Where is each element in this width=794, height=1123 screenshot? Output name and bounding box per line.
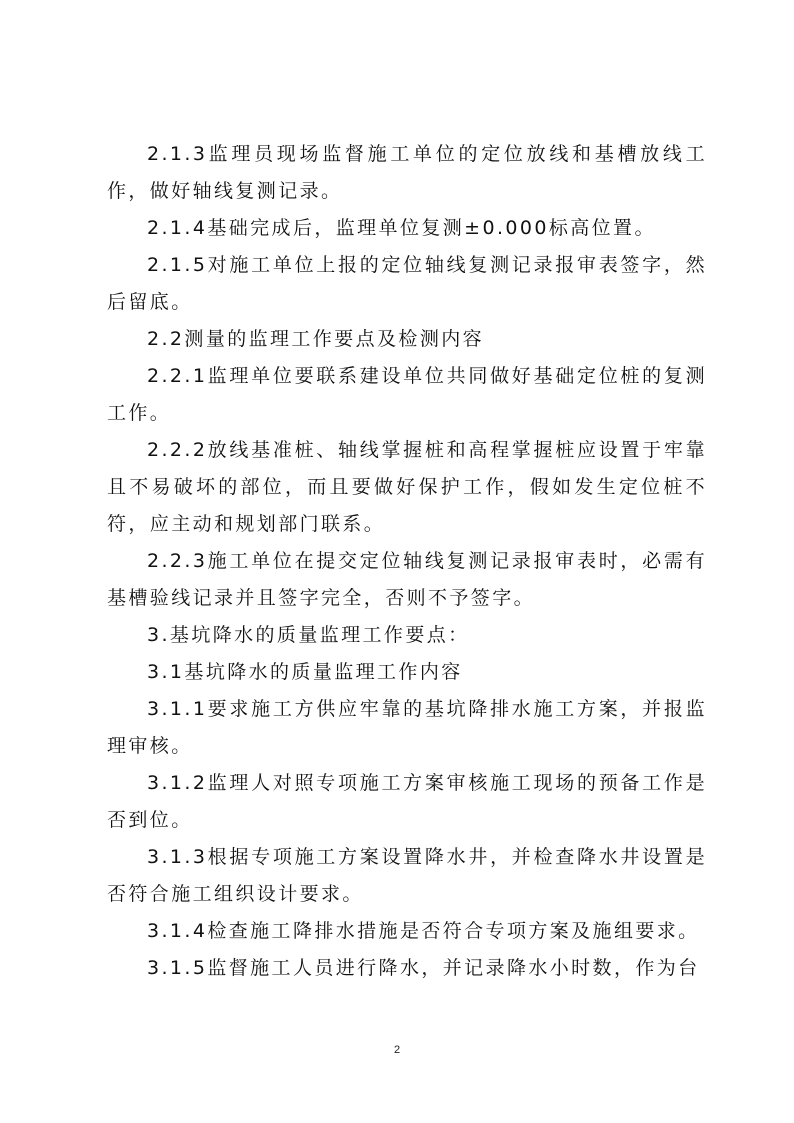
paragraph-3-1-3: 3.1.3根据专项施工方案设置降水井，并检查降水井设置是否符合施工组织设计要求。 — [107, 846, 707, 905]
paragraph-2-1-5: 2.1.5对施工单位上报的定位轴线复测记录报审表签字，然后留底。 — [107, 254, 707, 313]
section-heading-3: 3.基坑降水的质量监理工作要点： — [147, 624, 470, 646]
paragraph-2-2-3: 2.2.3施工单位在提交定位轴线复测记录报审表时，必需有基槽验线记录并且签字完全，否则不予签字。 — [107, 550, 707, 609]
section-heading-2-2: 2.2测量的监理工作要点及检测内容 — [147, 328, 485, 350]
paragraph-2-2-2: 2.2.2放线基准桩、轴线掌握桩和高程掌握桩应设置于牢靠且不易破坏的部位，而且要做好保护工作，假如发生定位桩不符，应主动和规划部门联系。 — [107, 439, 707, 535]
paragraph-3-1-5: 3.1.5监督施工人员进行降水，并记录降水小时数，作为台 — [147, 957, 700, 979]
paragraph-3-1-4: 3.1.4检查施工降排水措施是否符合专项方案及施组要求。 — [147, 920, 700, 942]
paragraph-3-1-1: 3.1.1要求施工方供应牢靠的基坑降排水施工方案，并报监理审核。 — [107, 698, 707, 757]
body-text — [107, 136, 707, 987]
paragraph-2-2-1: 2.2.1监理单位要联系建设单位共同做好基础定位桩的复测工作。 — [107, 365, 707, 424]
paragraph-3-1-2: 3.1.2监理人对照专项施工方案审核施工现场的预备工作是否到位。 — [107, 772, 707, 831]
section-heading-3-1: 3.1基坑降水的质量监理工作内容 — [147, 661, 463, 683]
paragraph-2-1-4: 2.1.4基础完成后，监理单位复测±0.000标高位置。 — [147, 217, 656, 239]
paragraph-2-1-3: 2.1.3监理员现场监督施工单位的定位放线和基槽放线工作，做好轴线复测记录。 — [107, 143, 707, 202]
page-number: 2 — [393, 1044, 401, 1056]
